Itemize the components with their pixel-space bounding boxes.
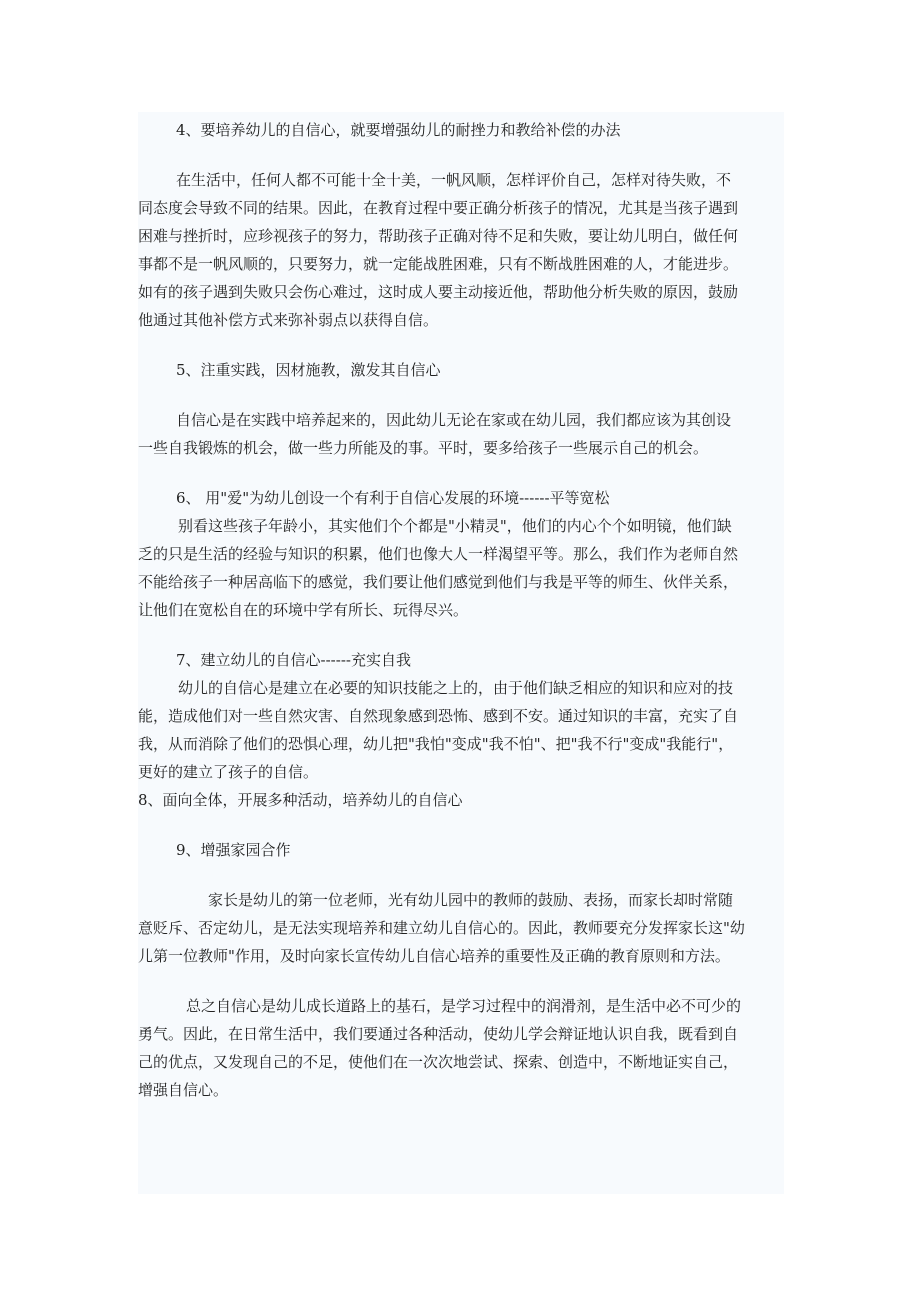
text-line: 在生活中，任何人都不可能十全十美，一帆风顺，怎样评价自己，怎样对待失败，不 — [176, 171, 732, 189]
text-line: 自信心是在实践中培养起来的，因此幼儿无论在家或在幼儿园，我们都应该为其创设 — [176, 411, 732, 429]
text-line: 事都不是一帆风顺的，只要努力，就一定能战胜困难，只有不断战胜困难的人，才能进步。 — [138, 255, 739, 273]
text-line: 增强自信心。 — [138, 1081, 229, 1099]
section-4-heading: 4、要培养幼儿的自信心，就要增强幼儿的耐挫力和教给补偿的办法 — [176, 121, 621, 139]
text-line: 更好的建立了孩子的自信。 — [138, 763, 319, 781]
section-8-heading: 8、面向全体，开展多种活动，培养幼儿的自信心 — [138, 791, 463, 809]
section-9-paragraph — [138, 886, 784, 970]
text-line: 我，从而消除了他们的恐惧心理，幼儿把"我怕"变成"我不怕"、把"我不行"变成"我能行"， — [138, 735, 734, 753]
text-line: 总之自信心是幼儿成长道路上的基石，是学习过程中的润滑剂，是生活中必不可少的 — [186, 997, 742, 1015]
section-9-heading: 9、增强家园合作 — [176, 841, 291, 859]
text-line: 一些自我锻炼的机会，做一些力所能及的事。平时，要多给孩子一些展示自己的机会。 — [138, 439, 709, 457]
text-line: 如有的孩子遇到失败只会伤心难过，这时成人要主动接近他，帮助他分析失败的原因，鼓励 — [138, 283, 739, 301]
document-body — [138, 112, 784, 1104]
section-7-paragraph — [138, 674, 784, 786]
text-line: 同态度会导致不同的结果。因此，在教育过程中要正确分析孩子的情况，尤其是当孩子遇到 — [138, 199, 739, 217]
section-6-heading: 6、 用"爱"为幼儿创设一个有利于自信心发展的环境------平等宽松 — [176, 489, 610, 507]
text-line: 幼儿的自信心是建立在必要的知识技能之上的，由于他们缺乏相应的知识和应对的技 — [178, 679, 734, 697]
text-line: 困难与挫折时，应珍视孩子的努力，帮助孩子正确对待不足和失败，要让幼儿明白，做任何 — [138, 227, 739, 245]
section-6-paragraph — [138, 512, 784, 624]
text-line: 家长是幼儿的第一位老师，光有幼儿园中的教师的鼓励、表扬，而家长却时常随 — [208, 891, 734, 909]
text-line: 乏的只是生活的经验与知识的积累，他们也像大人一样渴望平等。那么，我们作为老师自然 — [138, 545, 739, 563]
section-7-heading: 7、建立幼儿的自信心------充实自我 — [176, 651, 411, 669]
text-line: 不能给孩子一种居高临下的感觉，我们要让他们感觉到他们与我是平等的师生、伙伴关系， — [138, 573, 739, 591]
text-line: 己的优点，又发现自己的不足，使他们在一次次地尝试、探索、创造中，不断地证实自己， — [138, 1053, 739, 1071]
summary-paragraph — [138, 992, 784, 1104]
text-line: 能，造成他们对一些自然灾害、自然现象感到恐怖、感到不安。通过知识的丰富，充实了自 — [138, 707, 739, 725]
text-line: 儿第一位教师"作用，及时向家长宣传幼儿自信心培养的重要性及正确的教育原则和方法。 — [138, 947, 730, 965]
text-line: 让他们在宽松自在的环境中学有所长、玩得尽兴。 — [138, 601, 469, 619]
text-line: 别看这些孩子年龄小，其实他们个个都是"小精灵"，他们的内心个个如明镜，他们缺 — [178, 517, 732, 535]
text-line: 意贬斥、否定幼儿，是无法实现培养和建立幼儿自信心的。因此，教师要充分发挥家长这"幼 — [138, 919, 745, 937]
section-4-paragraph — [138, 166, 784, 334]
text-line: 勇气。因此，在日常生活中，我们要通过各种活动，使幼儿学会辩证地认识自我，既看到自 — [138, 1025, 739, 1043]
section-5-heading: 5、注重实践，因材施教，激发其自信心 — [176, 361, 441, 379]
section-5-paragraph — [138, 406, 784, 462]
text-line: 他通过其他补偿方式来弥补弱点以获得自信。 — [138, 311, 439, 329]
